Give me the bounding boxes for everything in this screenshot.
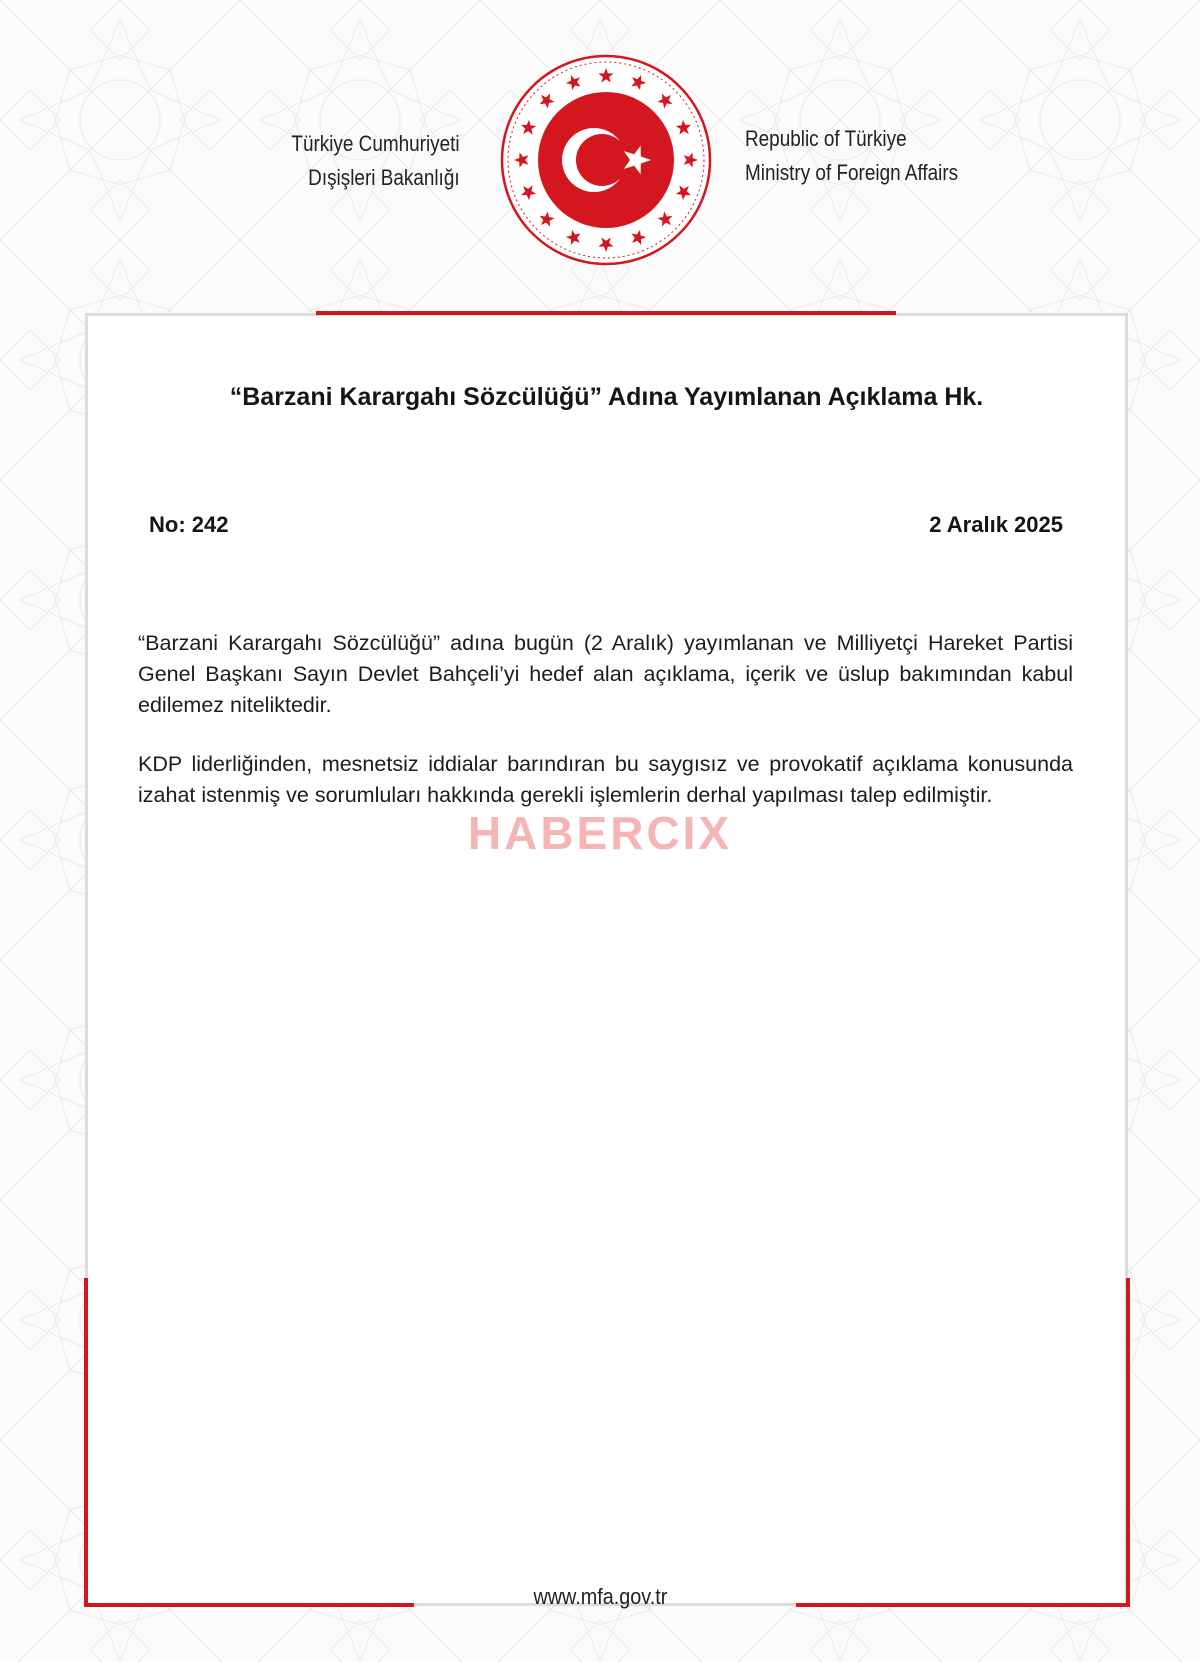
watermark: HABERCIX (467, 807, 733, 859)
document-number: No: 242 (149, 512, 229, 537)
document-date: 2 Aralık 2025 (929, 512, 1063, 537)
top-accent-line (316, 311, 896, 315)
body-paragraph-2: KDP liderliğinden, mesnetsiz iddialar barındıran bu saygısız ve provokatif açıklama konusunda izahat istenmiş ve sorumluları hakkında gerekli işlemlerin derhal yapılması talep edilmiştir. (138, 752, 1073, 807)
footer-url-text: www.mfa.gov.tr (533, 1584, 667, 1609)
letterhead-turkish-line2: Dışişleri Bakanlığı (308, 165, 460, 190)
letterhead-turkish (292, 127, 460, 195)
letterhead (0, 0, 1200, 290)
footer-url (0, 1584, 1200, 1610)
letterhead-english (745, 122, 958, 190)
document-frame (85, 313, 1128, 1606)
right-accent-line (1126, 1278, 1130, 1607)
document-title: “Barzani Karargahı Sözcülüğü” Adına Yayımlanan Açıklama Hk. (229, 383, 984, 411)
mfa-emblem-icon (498, 52, 714, 268)
letterhead-turkish-line1: Türkiye Cumhuriyeti (291, 131, 460, 156)
left-accent-line (84, 1278, 88, 1607)
letterhead-english-line2: Ministry of Foreign Affairs (745, 160, 959, 185)
body-paragraph-1: “Barzani Karargahı Sözcülüğü” adına bugün (2 Aralık) yayımlanan ve Milliyetçi Hareket Partisi Genel Başkanı Sayın Devlet Bahçeli’yi hedef alan açıklama, içerik ve üslup bakımından kabul edilemez niteliktedir. (138, 631, 1073, 717)
letterhead-english-line1: Republic of Türkiye (745, 126, 907, 151)
